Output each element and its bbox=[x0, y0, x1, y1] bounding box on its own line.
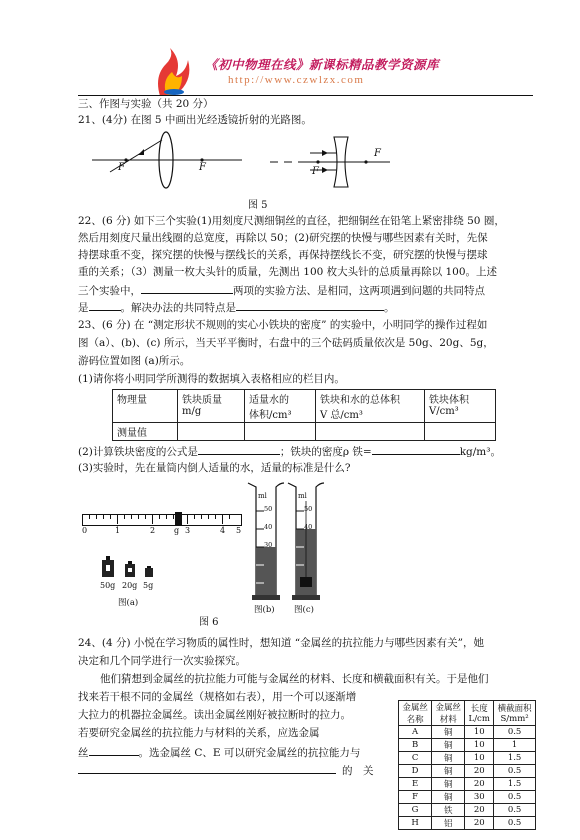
q22-line-4: 重的关系；（3）测量一枚大头针的质量，先测出 100 枚大头针的总质量再除以 100。上述 bbox=[78, 266, 498, 278]
table-cell: 0.5 bbox=[494, 726, 536, 739]
q24-line-3: 他们猜想到金属丝的抗拉能力可能与金属丝的材料、长度和横截面积有关。于是他们 bbox=[100, 673, 489, 685]
table-cell: 10 bbox=[465, 726, 494, 739]
table-cell: 0.5 bbox=[494, 804, 536, 817]
f-label-concave-left: F bbox=[312, 166, 319, 177]
q22-line-6b: 。解决办法的共同特点是 bbox=[120, 302, 236, 314]
figure-5-convex-lens bbox=[92, 130, 252, 190]
table-row bbox=[399, 726, 536, 739]
ruler-slider bbox=[175, 512, 182, 526]
figure-5-caption: 图 5 bbox=[248, 200, 268, 211]
header-water-volume: 适量水的 体积/cm³ bbox=[245, 390, 316, 423]
cyl-b-mark-30: 30 bbox=[264, 541, 273, 549]
q22-blank-methods[interactable] bbox=[141, 282, 233, 294]
q24-line-4: 找来若干根不同的金属丝（规格如右表），用一个可以逐渐增 bbox=[78, 691, 357, 703]
q23-blank-formula[interactable] bbox=[198, 443, 280, 455]
f-label-right: F bbox=[199, 162, 206, 173]
q22-line-5 bbox=[78, 282, 485, 299]
header-rule bbox=[78, 95, 533, 96]
table-cell: 20 bbox=[465, 765, 494, 778]
ruler-label-2: 2 bbox=[150, 526, 156, 535]
table-cell: 铜 bbox=[432, 726, 465, 739]
q23-line-4: (1)请你将小明同学所测得的数据填入表格相应的栏目内。 bbox=[78, 373, 345, 385]
weight-label-20g: 20g bbox=[122, 581, 138, 590]
q22-line-6c: 。 bbox=[384, 302, 395, 314]
wire-header-area: 横截面积 S/mm² bbox=[494, 701, 536, 726]
cell-total-volume[interactable] bbox=[316, 423, 425, 441]
section-heading: 三、作图与实验（共 20 分） bbox=[78, 98, 214, 110]
table-cell: 铜 bbox=[432, 739, 465, 752]
table-cell: 铁 bbox=[432, 804, 465, 817]
wire-spec-table bbox=[398, 700, 536, 830]
cyl-c-unit: ml bbox=[298, 492, 307, 500]
q23-line-2: 图（a）、(b)、(c) 所示，当天平平衡时，右盘中的三个砝码质量依次是 50g、20g、5g， bbox=[78, 337, 494, 349]
banner-title: 《初中物理在线》新课标精品教学资源库 bbox=[205, 58, 440, 72]
table-cell: 20 bbox=[465, 817, 494, 830]
q21-text: 21、(4分) 在图 5 中画出光经透镜折射的光路图。 bbox=[78, 114, 312, 126]
table-row bbox=[399, 817, 536, 830]
fig-c-caption: 图(c) bbox=[294, 605, 314, 615]
table-cell: H bbox=[399, 817, 432, 830]
ruler-body bbox=[82, 514, 242, 526]
row-label: 测量值 bbox=[113, 423, 178, 441]
weight-label-50g: 50g bbox=[100, 581, 116, 590]
q23-q2 bbox=[78, 443, 501, 460]
table-cell: 1.5 bbox=[494, 752, 536, 765]
q24-blank-material[interactable] bbox=[89, 744, 139, 756]
table-row bbox=[399, 739, 536, 752]
q24-line-2: 决定和几个同学进行一次实验探究。 bbox=[78, 655, 246, 667]
cell-iron-volume[interactable] bbox=[425, 423, 496, 441]
table-cell: 铜 bbox=[432, 778, 465, 791]
q23-line-3: 游码位置如图 (a)所示。 bbox=[78, 355, 191, 367]
cyl-c-mark-50: 50 bbox=[304, 505, 313, 513]
table-cell: 铜 bbox=[432, 791, 465, 804]
table-cell: 1.5 bbox=[494, 778, 536, 791]
table-cell: 铜 bbox=[432, 765, 465, 778]
wire-table-body bbox=[399, 726, 536, 830]
weight-5g-icon bbox=[144, 566, 154, 578]
q23-q2b: ；铁块的密度ρ 铁= bbox=[279, 446, 372, 458]
cell-water-volume[interactable] bbox=[245, 423, 316, 441]
table-header-row bbox=[113, 390, 496, 423]
wire-header-material: 金属丝 材料 bbox=[432, 701, 465, 726]
table-cell: 0.5 bbox=[494, 791, 536, 804]
cyl-b-mark-50: 50 bbox=[264, 505, 273, 513]
q23-q3: (3)实验时，先在量筒内倒人适量的水，适量的标准是什么? bbox=[78, 462, 351, 474]
table-row bbox=[113, 423, 496, 441]
ruler-label-0: 0 bbox=[82, 526, 88, 535]
table-cell: B bbox=[399, 739, 432, 752]
q24-blank-factor[interactable] bbox=[78, 762, 336, 774]
q22-line-5b: 两项的实验方法、是相同，这两项遇到问题的共同特点 bbox=[233, 285, 485, 297]
table-row bbox=[399, 765, 536, 778]
weight-label-5g: 5g bbox=[143, 581, 154, 590]
table-row bbox=[399, 804, 536, 817]
wire-header-name: 金属丝 名称 bbox=[399, 701, 432, 726]
q23-q2c: kg/m³。 bbox=[459, 446, 501, 458]
q22-line-1: 22、(6 分) 如下三个实验(1)用刻度尺测细铜丝的直径，把细铜丝在铅笔上紧密排绕 50 圈， bbox=[78, 215, 505, 227]
table-cell: D bbox=[399, 765, 432, 778]
table-cell: 0.5 bbox=[494, 817, 536, 830]
cyl-b-unit: ml bbox=[258, 492, 267, 500]
cyl-c-mark-40: 40 bbox=[304, 523, 313, 531]
table-row bbox=[399, 791, 536, 804]
fig-a-caption: 图(a) bbox=[118, 598, 139, 608]
q23-q2a: (2)计算铁块密度的公式是 bbox=[78, 446, 198, 458]
table-cell: G bbox=[399, 804, 432, 817]
table-row bbox=[399, 778, 536, 791]
table-row bbox=[399, 752, 536, 765]
ruler-label-1: 1 bbox=[115, 526, 121, 535]
cell-mass[interactable] bbox=[178, 423, 245, 441]
header-mass: 铁块质量 m/g bbox=[178, 390, 245, 423]
weight-20g-icon bbox=[124, 561, 136, 578]
q22-blank-solution[interactable] bbox=[236, 299, 384, 311]
table-cell: 铜 bbox=[432, 752, 465, 765]
table-cell: F bbox=[399, 791, 432, 804]
table-cell: 10 bbox=[465, 739, 494, 752]
q24-line-5: 大拉力的机器拉金属丝。读出金属丝刚好被拉断时的拉力。 bbox=[78, 709, 351, 721]
fig-b-caption: 图(b) bbox=[254, 605, 275, 615]
q22-line-6a: 是 bbox=[78, 302, 89, 314]
ruler-unit: g bbox=[174, 526, 180, 535]
ruler-label-4: 4 bbox=[220, 526, 226, 535]
q24-line-7a: 丝 bbox=[78, 747, 89, 759]
table-cell: C bbox=[399, 752, 432, 765]
q23-blank-density[interactable] bbox=[372, 443, 460, 455]
table-cell: 20 bbox=[465, 778, 494, 791]
table-cell: A bbox=[399, 726, 432, 739]
header-quantity: 物理量 bbox=[113, 390, 178, 423]
q22-line-6 bbox=[78, 299, 395, 316]
q24-line-7 bbox=[78, 744, 360, 761]
q24-line-7b: 。选金属丝 C、E 可以研究金属丝的抗拉能力与 bbox=[138, 747, 361, 759]
table-cell: 10 bbox=[465, 752, 494, 765]
f-label-concave-right: F bbox=[374, 148, 381, 159]
table-cell: 1 bbox=[494, 739, 536, 752]
wire-table-header bbox=[399, 701, 536, 726]
table-cell: 0.5 bbox=[494, 765, 536, 778]
q22-blank-feature[interactable] bbox=[89, 299, 121, 311]
header-total-volume: 铁块和水的总体积 V 总/cm³ bbox=[316, 390, 425, 423]
q24-line-8 bbox=[78, 762, 374, 779]
logo-icon bbox=[152, 46, 192, 98]
q24-line-6: 若要研究金属丝的抗拉能力与材料的关系，应选金属 bbox=[78, 727, 320, 739]
figure-6-caption: 图 6 bbox=[199, 617, 219, 628]
f-label-left: F bbox=[118, 162, 125, 173]
q22-line-2: 然后用刻度尺量出线圈的总宽度，再除以 50；(2)研究摆的快慢与哪些因素有关时，先保 bbox=[78, 232, 488, 244]
banner-url: http://www.czwlzx.com bbox=[228, 74, 365, 86]
q22-line-5a: 三个实验中， bbox=[78, 285, 141, 297]
ruler-label-3: 3 bbox=[185, 526, 191, 535]
table-cell: 铝 bbox=[432, 817, 465, 830]
q24-line-1: 24、(4 分) 小悦在学习物质的属性时，想知道 “金属丝的抗拉能力与哪些因素有关”，她 bbox=[78, 637, 484, 649]
table-cell: E bbox=[399, 778, 432, 791]
cyl-b-mark-40: 40 bbox=[264, 523, 273, 531]
weight-50g-icon bbox=[101, 556, 115, 578]
ruler-label-5: 5 bbox=[236, 526, 242, 535]
table-cell: 20 bbox=[465, 804, 494, 817]
figure-5-concave-lens bbox=[270, 135, 400, 190]
q24-line-8-text: 的 关 bbox=[342, 765, 374, 777]
header-iron-volume: 铁块体积 V/cm³ bbox=[425, 390, 496, 423]
q23-data-table bbox=[112, 389, 496, 441]
q22-line-3: 持摆球重不变，探究摆的快慢与摆线长的关系，再保持摆线长不变，研究摆的快慢与摆球 bbox=[78, 249, 488, 261]
q23-line-1: 23、(6 分) 在 “测定形状不规则的实心小铁块的密度” 的实验中，小明同学的操作过程如 bbox=[78, 319, 488, 331]
wire-header-length: 长度 L/cm bbox=[465, 701, 494, 726]
table-cell: 30 bbox=[465, 791, 494, 804]
